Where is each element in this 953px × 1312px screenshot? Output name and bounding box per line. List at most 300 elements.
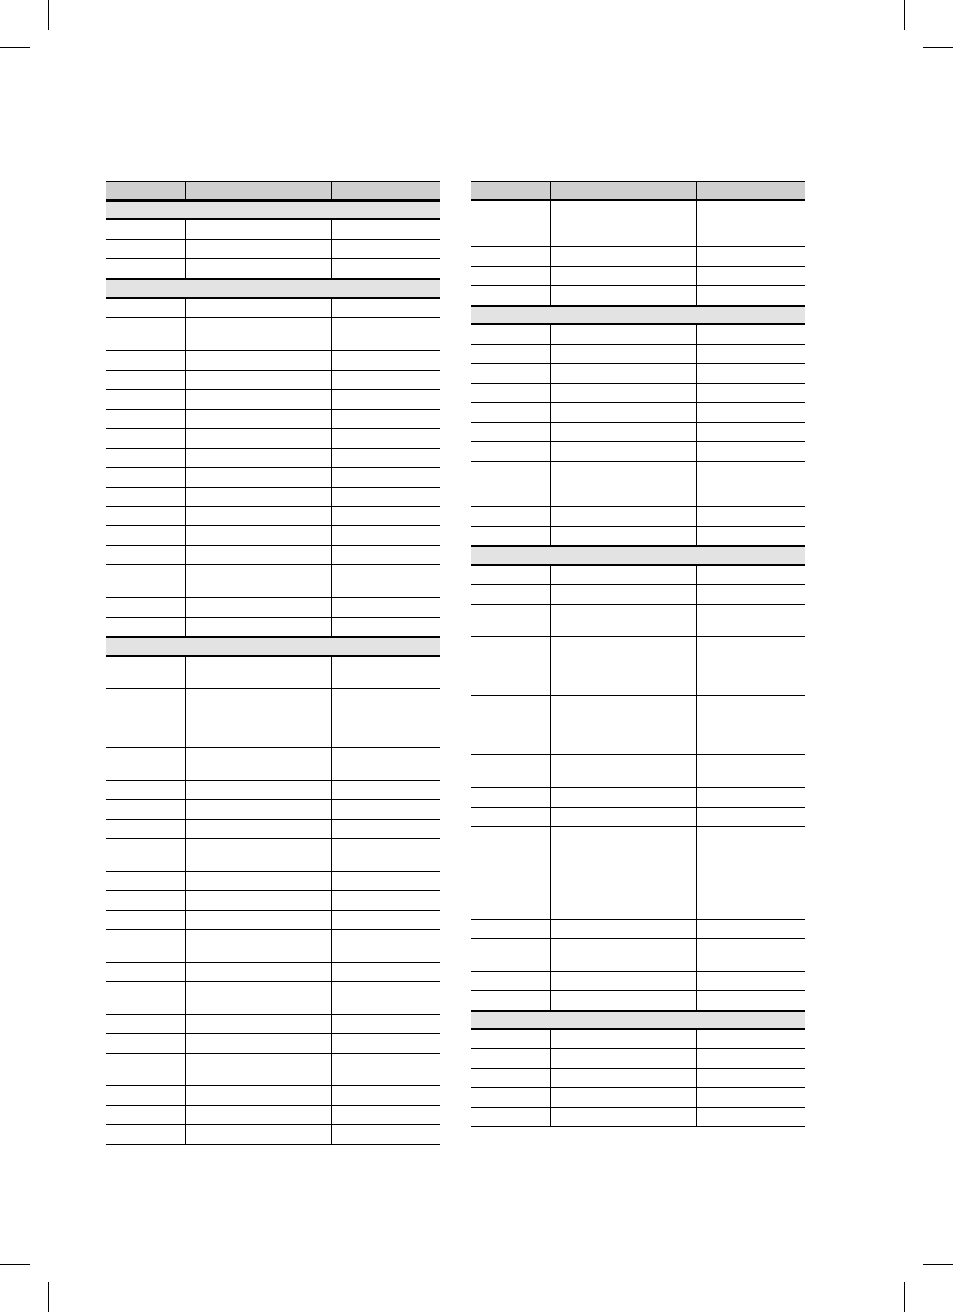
- crop-mark-top-right-vertical: [904, 0, 905, 30]
- table-cell: [696, 507, 805, 526]
- table-row: [106, 390, 440, 410]
- table-cell: [696, 201, 805, 246]
- table-cell: [696, 423, 805, 441]
- table-cell: [185, 618, 331, 636]
- table-cell: [696, 247, 805, 266]
- table-row: [471, 827, 805, 920]
- table-cell: [106, 259, 185, 278]
- table-cell: [471, 920, 550, 938]
- table-cell: [185, 1086, 331, 1105]
- table-cell: [106, 1106, 185, 1124]
- table-row: [471, 585, 805, 605]
- table-cell: [471, 267, 550, 285]
- table-cell: [331, 565, 440, 597]
- table-cell: [550, 286, 696, 305]
- table-cell: [331, 299, 440, 317]
- table-cell: [185, 748, 331, 780]
- table-cell: [471, 364, 550, 383]
- table-cell: [696, 920, 805, 938]
- table-cell: [471, 808, 550, 826]
- table-cell: [185, 598, 331, 617]
- table-cell: [106, 748, 185, 780]
- table-cell: [696, 442, 805, 461]
- table-cell: [696, 1088, 805, 1107]
- table-cell: [185, 1106, 331, 1124]
- table-row: [106, 468, 440, 488]
- table-cell: [331, 507, 440, 525]
- table-cell: [185, 982, 331, 1014]
- table-cell: [550, 507, 696, 526]
- left-table: [106, 181, 440, 1145]
- table-cell: [106, 657, 185, 688]
- table-cell: [185, 546, 331, 564]
- crop-mark-bottom-left-vertical: [48, 1282, 49, 1312]
- table-cell: [106, 220, 185, 239]
- table-cell: [550, 755, 696, 787]
- section-row: [106, 201, 440, 220]
- table-cell: [106, 468, 185, 487]
- table-row: [106, 618, 440, 637]
- table-row: [106, 982, 440, 1015]
- table-body: [471, 201, 805, 1127]
- table-row: [106, 240, 440, 259]
- table-cell: [471, 972, 550, 990]
- table-cell: [106, 781, 185, 799]
- table-row: [471, 991, 805, 1011]
- table-cell: [331, 982, 440, 1014]
- table-row: [106, 891, 440, 911]
- table-cell: [471, 1049, 550, 1068]
- table-cell: [331, 839, 440, 871]
- table-cell: [696, 939, 805, 971]
- table-cell: [185, 839, 331, 871]
- table-cell: [471, 637, 550, 695]
- table-cell: [696, 566, 805, 584]
- table-cell: [471, 696, 550, 754]
- table-row: [471, 384, 805, 403]
- table-cell: [696, 527, 805, 545]
- table-cell: [185, 220, 331, 239]
- table-row: [471, 247, 805, 267]
- table-row: [471, 527, 805, 546]
- table-cell: [185, 963, 331, 981]
- table-row: [471, 972, 805, 991]
- table-row: [106, 598, 440, 618]
- table-cell: [331, 800, 440, 819]
- table-cell: [471, 1030, 550, 1048]
- table-cell: [106, 240, 185, 258]
- table-cell: [696, 325, 805, 344]
- table-cell: [331, 1015, 440, 1033]
- table-row: [106, 930, 440, 963]
- crop-mark-top-left-vertical: [48, 0, 49, 30]
- table-cell: [185, 410, 331, 428]
- table-cell: [185, 1015, 331, 1033]
- table-cell: [550, 566, 696, 584]
- table-cell: [471, 286, 550, 305]
- table-cell: [331, 1034, 440, 1053]
- table-cell: [550, 384, 696, 402]
- table-row: [471, 442, 805, 462]
- table-row: [471, 808, 805, 827]
- table-cell: [550, 267, 696, 285]
- table-cell: [696, 696, 805, 754]
- table-cell: [471, 507, 550, 526]
- table-row: [106, 371, 440, 390]
- table-cell: [185, 468, 331, 487]
- table-cell: [331, 546, 440, 564]
- table-row: [106, 689, 440, 748]
- table-row: [106, 839, 440, 872]
- table-cell: [696, 462, 805, 506]
- table-cell: [106, 1054, 185, 1085]
- table-row: [106, 911, 440, 930]
- table-cell: [106, 526, 185, 545]
- table-row: [106, 820, 440, 839]
- table-cell: [550, 462, 696, 506]
- table-cell: [471, 423, 550, 441]
- table-row: [106, 657, 440, 689]
- table-row: [106, 259, 440, 279]
- table-row: [471, 345, 805, 364]
- table-cell: [331, 657, 440, 688]
- table-row: [106, 318, 440, 351]
- table-cell: [331, 911, 440, 929]
- table-body: [106, 201, 440, 1145]
- table-cell: [331, 220, 440, 239]
- table-row: [471, 462, 805, 507]
- table-row: [106, 351, 440, 371]
- table-cell: [185, 930, 331, 962]
- right-table: [471, 181, 805, 1127]
- table-row: [471, 637, 805, 696]
- table-row: [106, 565, 440, 598]
- table-cell: [550, 585, 696, 604]
- table-cell: [471, 201, 550, 246]
- table-cell: [185, 449, 331, 467]
- table-cell: [331, 598, 440, 617]
- table-cell: [550, 939, 696, 971]
- table-row: [106, 1054, 440, 1086]
- table-cell: [106, 1015, 185, 1033]
- table-cell: [550, 345, 696, 363]
- table-cell: [550, 527, 696, 545]
- table-cell: [331, 963, 440, 981]
- table-cell: [106, 800, 185, 819]
- table-cell: [331, 748, 440, 780]
- table-cell: [185, 488, 331, 506]
- table-cell: [331, 371, 440, 389]
- table-cell: [550, 788, 696, 807]
- table-cell: [471, 939, 550, 971]
- table-row: [471, 1030, 805, 1049]
- table-header: [471, 181, 805, 201]
- table-cell: [696, 267, 805, 285]
- table-row: [106, 1106, 440, 1125]
- table-cell: [185, 891, 331, 910]
- table-cell: [185, 240, 331, 258]
- table-cell: [696, 1030, 805, 1048]
- header-cell: [106, 182, 185, 199]
- table-cell: [331, 1054, 440, 1085]
- table-cell: [550, 423, 696, 441]
- table-cell: [696, 403, 805, 422]
- table-cell: [106, 891, 185, 910]
- table-row: [106, 800, 440, 820]
- table-cell: [106, 689, 185, 747]
- table-cell: [696, 788, 805, 807]
- table-row: [471, 201, 805, 247]
- section-row: [471, 1011, 805, 1030]
- table-cell: [185, 371, 331, 389]
- table-cell: [106, 618, 185, 636]
- table-cell: [550, 696, 696, 754]
- table-cell: [471, 605, 550, 636]
- table-cell: [106, 982, 185, 1014]
- crop-mark-bottom-left-horizontal: [0, 1264, 30, 1265]
- table-cell: [696, 364, 805, 383]
- table-cell: [185, 781, 331, 799]
- table-row: [471, 286, 805, 306]
- table-row: [106, 1015, 440, 1034]
- table-cell: [696, 827, 805, 919]
- table-row: [106, 299, 440, 318]
- table-cell: [696, 972, 805, 990]
- table-cell: [331, 449, 440, 467]
- table-cell: [550, 920, 696, 938]
- table-cell: [331, 259, 440, 278]
- table-cell: [185, 318, 331, 350]
- table-cell: [550, 808, 696, 826]
- table-cell: [696, 1069, 805, 1087]
- crop-mark-bottom-right-vertical: [904, 1282, 905, 1312]
- table-cell: [106, 1125, 185, 1144]
- table-cell: [550, 827, 696, 919]
- table-cell: [106, 351, 185, 370]
- section-row: [106, 279, 440, 299]
- table-cell: [331, 468, 440, 487]
- table-cell: [471, 1088, 550, 1107]
- section-row: [106, 637, 440, 657]
- table-cell: [106, 371, 185, 389]
- table-row: [471, 939, 805, 972]
- table-cell: [696, 585, 805, 604]
- table-cell: [106, 911, 185, 929]
- header-cell: [471, 182, 550, 199]
- table-cell: [331, 872, 440, 890]
- table-cell: [696, 637, 805, 695]
- table-cell: [696, 991, 805, 1010]
- table-cell: [185, 800, 331, 819]
- table-row: [471, 605, 805, 637]
- table-row: [471, 566, 805, 585]
- table-row: [106, 507, 440, 526]
- table-cell: [331, 781, 440, 799]
- header-cell: [696, 182, 805, 199]
- table-row: [106, 781, 440, 800]
- table-cell: [550, 364, 696, 383]
- table-cell: [471, 585, 550, 604]
- table-row: [471, 364, 805, 384]
- crop-mark-bottom-right-horizontal: [923, 1264, 953, 1265]
- table-cell: [185, 1054, 331, 1085]
- table-cell: [471, 442, 550, 461]
- table-cell: [550, 637, 696, 695]
- table-cell: [696, 808, 805, 826]
- table-cell: [185, 507, 331, 525]
- table-cell: [550, 991, 696, 1010]
- table-cell: [106, 488, 185, 506]
- table-cell: [471, 403, 550, 422]
- table-cell: [696, 286, 805, 305]
- table-cell: [331, 488, 440, 506]
- table-cell: [185, 526, 331, 545]
- table-cell: [331, 1125, 440, 1144]
- header-cell: [550, 182, 696, 199]
- section-row: [471, 306, 805, 325]
- table-row: [471, 325, 805, 345]
- crop-mark-top-left-horizontal: [0, 47, 30, 48]
- table-row: [106, 220, 440, 240]
- table-cell: [106, 820, 185, 838]
- table-cell: [106, 1086, 185, 1105]
- table-cell: [185, 259, 331, 278]
- table-cell: [185, 565, 331, 597]
- table-cell: [185, 429, 331, 448]
- table-cell: [696, 1049, 805, 1068]
- table-cell: [106, 318, 185, 350]
- table-row: [106, 963, 440, 982]
- table-cell: [185, 872, 331, 890]
- table-row: [106, 488, 440, 507]
- table-cell: [696, 345, 805, 363]
- table-cell: [106, 429, 185, 448]
- table-row: [471, 1049, 805, 1069]
- table-cell: [550, 325, 696, 344]
- table-cell: [471, 788, 550, 807]
- table-row: [471, 403, 805, 423]
- table-row: [106, 449, 440, 468]
- table-row: [106, 410, 440, 429]
- table-cell: [106, 546, 185, 564]
- table-row: [471, 1088, 805, 1108]
- table-row: [106, 546, 440, 565]
- table-cell: [331, 689, 440, 747]
- table-cell: [185, 689, 331, 747]
- table-cell: [471, 527, 550, 545]
- table-cell: [331, 891, 440, 910]
- table-row: [471, 920, 805, 939]
- table-row: [471, 1108, 805, 1127]
- table-cell: [696, 755, 805, 787]
- table-row: [471, 507, 805, 527]
- table-row: [471, 696, 805, 755]
- table-cell: [550, 1069, 696, 1087]
- table-cell: [331, 410, 440, 428]
- table-cell: [185, 351, 331, 370]
- table-cell: [185, 1125, 331, 1144]
- table-cell: [471, 247, 550, 266]
- table-cell: [550, 201, 696, 246]
- table-cell: [331, 930, 440, 962]
- table-cell: [696, 384, 805, 402]
- table-cell: [331, 1086, 440, 1105]
- table-cell: [106, 507, 185, 525]
- table-row: [106, 1125, 440, 1145]
- table-row: [471, 423, 805, 442]
- table-cell: [185, 390, 331, 409]
- table-cell: [106, 410, 185, 428]
- table-cell: [550, 403, 696, 422]
- table-cell: [550, 1108, 696, 1126]
- table-cell: [106, 930, 185, 962]
- table-cell: [331, 318, 440, 350]
- table-cell: [550, 972, 696, 990]
- table-row: [471, 788, 805, 808]
- section-row: [471, 546, 805, 566]
- header-cell: [185, 182, 331, 199]
- table-row: [471, 1069, 805, 1088]
- table-cell: [106, 839, 185, 871]
- table-cell: [550, 605, 696, 636]
- header-cell: [331, 182, 440, 199]
- table-cell: [106, 449, 185, 467]
- table-cell: [471, 345, 550, 363]
- table-cell: [696, 1108, 805, 1126]
- table-cell: [471, 1069, 550, 1087]
- table-cell: [106, 598, 185, 617]
- table-cell: [471, 991, 550, 1010]
- table-cell: [550, 1088, 696, 1107]
- crop-mark-top-right-horizontal: [923, 47, 953, 48]
- table-cell: [471, 755, 550, 787]
- table-cell: [550, 247, 696, 266]
- table-cell: [106, 565, 185, 597]
- table-cell: [106, 299, 185, 317]
- table-cell: [331, 351, 440, 370]
- table-cell: [471, 462, 550, 506]
- table-cell: [106, 1034, 185, 1053]
- table-cell: [331, 240, 440, 258]
- table-cell: [185, 657, 331, 688]
- table-header: [106, 181, 440, 201]
- table-cell: [696, 605, 805, 636]
- table-cell: [471, 566, 550, 584]
- table-cell: [106, 872, 185, 890]
- table-cell: [331, 820, 440, 838]
- table-cell: [471, 384, 550, 402]
- table-cell: [185, 299, 331, 317]
- table-row: [106, 872, 440, 891]
- table-cell: [331, 618, 440, 636]
- table-row: [471, 755, 805, 788]
- table-cell: [185, 1034, 331, 1053]
- table-cell: [331, 429, 440, 448]
- table-row: [106, 748, 440, 781]
- table-cell: [185, 911, 331, 929]
- table-cell: [471, 325, 550, 344]
- table-row: [106, 429, 440, 449]
- table-cell: [471, 827, 550, 919]
- table-cell: [106, 390, 185, 409]
- table-cell: [550, 1049, 696, 1068]
- table-cell: [331, 526, 440, 545]
- table-cell: [331, 1106, 440, 1124]
- table-cell: [550, 1030, 696, 1048]
- table-row: [106, 1034, 440, 1054]
- table-row: [106, 1086, 440, 1106]
- table-cell: [185, 820, 331, 838]
